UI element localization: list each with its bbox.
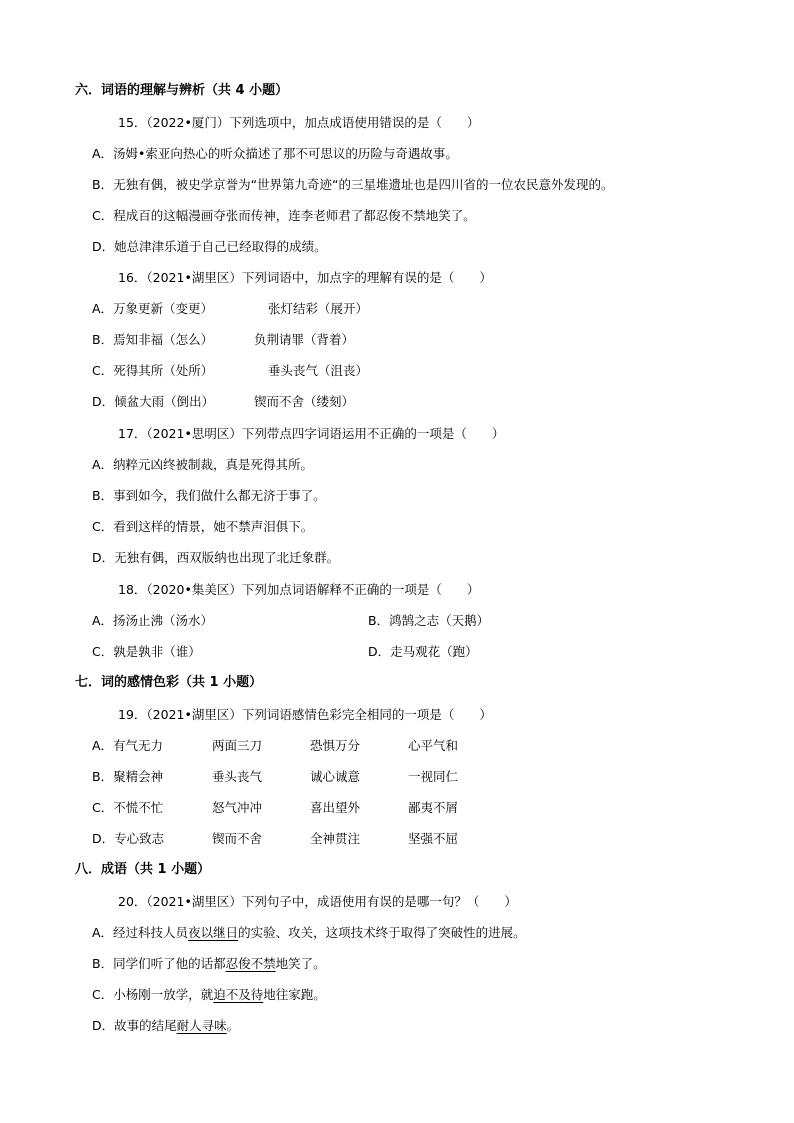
question-19-option-a-word-1: A．有气无力 [92, 738, 164, 753]
question-17-option-d: D．无独有偶，西双版纳也出现了北迁象群。 [92, 550, 340, 565]
question-20-option-a [92, 923, 526, 943]
option-text: B．同学们听了他的话都 [92, 956, 226, 971]
underlined-idiom: 夜以继日 [188, 925, 239, 940]
section-heading-8: 八．成语（共 1 小题） [75, 862, 211, 877]
option-text: A．经过科技人员 [92, 925, 189, 940]
question-19-stem: 19．（2021•湖里区）下列词语感情色彩完全相同的一项是（ ） [118, 707, 492, 722]
option-text: 地笑了。 [275, 956, 326, 971]
question-20-stem: 20．（2021•湖里区）下列句子中，成语使用有误的是哪一句？（ ） [118, 894, 517, 909]
question-17-option-b: B．事到如今，我们做什么都无济于事了。 [92, 488, 326, 503]
question-15-option-a: A．汤姆•索亚向热心的听众描述了那不可思议的历险与奇遇故事。 [92, 146, 458, 161]
underlined-idiom: 耐人寻味 [176, 1018, 227, 1033]
question-19-option-d-word-1: D．专心致志 [92, 831, 165, 846]
question-19-option-c-word-3: 喜出望外 [310, 800, 361, 815]
question-20-option-d [92, 1016, 239, 1036]
option-text: 的实验、攻关，这项技术终于取得了突破性的进展。 [238, 925, 526, 940]
question-15-option-d: D．她总津津乐道于自己已经取得的成绩。 [92, 239, 327, 254]
question-19-option-b-word-3: 诚心诚意 [310, 769, 361, 784]
question-18-option-b: B．鸿鹄之志（天鹅） [368, 613, 490, 628]
question-19-option-b-word-2: 垂头丧气 [212, 769, 263, 784]
question-15-option-b: B．无独有偶，被史学京誉为“世界第九奇迹“的三星堆遗址也是四川省的一位农民意外发现的。 [92, 177, 614, 192]
question-18-option-a: A．扬汤止沸（汤水） [92, 613, 214, 628]
question-16-option-c: C．死得其所（处所） [92, 363, 214, 378]
question-19-option-d-word-2: 锲而不舍 [212, 831, 263, 846]
question-19-option-a-word-4: 心平气和 [408, 738, 459, 753]
question-16-option-b: B．焉知非福（怎么） [92, 332, 214, 347]
section-heading-7: 七．词的感情色彩（共 1 小题） [75, 675, 263, 690]
question-19-option-b-word-4: 一视同仁 [408, 769, 459, 784]
question-16-option-c-pair: 垂头丧气（沮丧） [268, 363, 369, 378]
option-text: 地往家跑。 [263, 987, 326, 1002]
question-20-option-c [92, 985, 326, 1005]
question-17-option-c: C．看到这样的情景，她不禁声泪俱下。 [92, 519, 314, 534]
question-18-option-d: D．走马观花（跑） [368, 644, 478, 659]
question-15-stem: 15．（2022•厦门）下列选项中，加点成语使用错误的是（ ） [118, 115, 480, 130]
question-16-option-d: D．倾盆大雨（倒出） [92, 394, 215, 409]
option-text: D．故事的结尾 [92, 1018, 177, 1033]
question-17-option-a: A．纳粹元凶终被制裁，真是死得其所。 [92, 457, 314, 472]
section-heading-6: 六．词语的理解与辨析（共 4 小题） [75, 83, 289, 98]
question-16-option-a-pair: 张灯结彩（展开） [268, 301, 369, 316]
option-text: C．小杨刚一放学，就 [92, 987, 214, 1002]
question-16-option-b-pair: 负荆请罪（背着） [254, 332, 355, 347]
option-text: 。 [226, 1018, 240, 1033]
underlined-idiom: 迫不及待 [213, 987, 264, 1002]
question-15-option-c: C．程成百的这幅漫画夺张而传神，连李老师君了都忍俊不禁地笑了。 [92, 208, 476, 223]
question-19-option-c-word-1: C．不慌不忙 [92, 800, 164, 815]
question-16-option-d-pair: 锲而不舍（缕刻） [254, 394, 355, 409]
underlined-idiom: 忍俊不禁 [225, 956, 276, 971]
question-18-option-c: C．孰是孰非（谁） [92, 644, 201, 659]
question-20-option-b [92, 954, 326, 974]
question-19-option-c-word-4: 鄙夷不屑 [408, 800, 459, 815]
question-19-option-a-word-3: 恐惧万分 [310, 738, 361, 753]
question-19-option-b-word-1: B．聚精会神 [92, 769, 164, 784]
question-18-stem: 18．（2020•集美区）下列加点词语解释不正确的一项是（ ） [118, 582, 480, 597]
question-16-option-a: A．万象更新（变更） [92, 301, 214, 316]
question-19-option-c-word-2: 怒气冲冲 [212, 800, 263, 815]
question-19-option-a-word-2: 两面三刀 [212, 738, 263, 753]
question-17-stem: 17．（2021•思明区）下列带点四字词语运用不正确的一项是（ ） [118, 426, 505, 441]
question-16-stem: 16．（2021•湖里区）下列词语中，加点字的理解有误的是（ ） [118, 270, 492, 285]
question-19-option-d-word-3: 全神贯注 [310, 831, 361, 846]
question-19-option-d-word-4: 坚强不屈 [408, 831, 459, 846]
